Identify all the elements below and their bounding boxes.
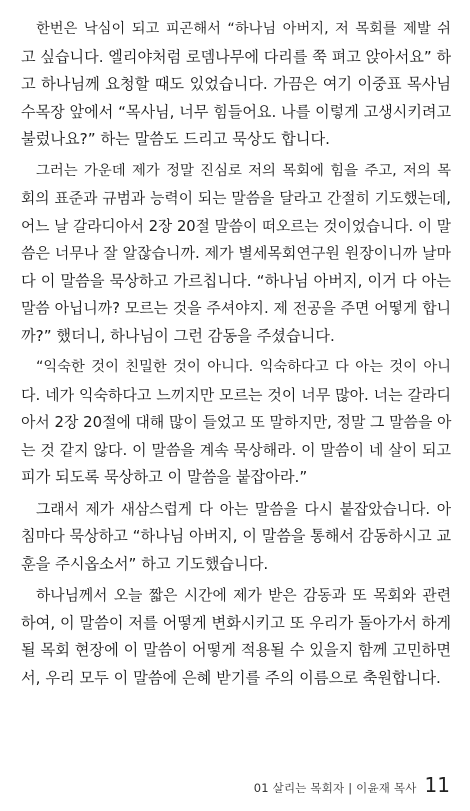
paragraph xyxy=(21,582,451,692)
paragraph xyxy=(21,16,451,154)
text-line: 다 이 말씀을 묵상하고 가르칩니다. “하나님 아버지, 이거 다 아는 xyxy=(21,271,451,290)
paragraph xyxy=(21,354,451,492)
text-line: 고 싶습니다. 엘리야처럼 로뎀나무에 다리를 쭉 펴고 앉아서요” 하 xyxy=(21,47,452,66)
running-head: 01 살리는 목회자 | 이윤재 목사 xyxy=(253,781,417,795)
text-line: 아서 2장 20절에 대해 많이 들었고 또 말하지만, 정말 그 말씀을 아 xyxy=(21,413,452,431)
paragraph xyxy=(21,158,451,351)
text-line: 불렀나요?” 하는 말씀도 드리고 묵상도 합니다. xyxy=(21,130,330,148)
text-line: 침마다 묵상하고 “하나님 아버지, 이 말씀을 통해서 감동하시고 교 xyxy=(21,527,452,545)
text-line: 어느 날 갈라디아서 2장 20절 말씀이 떠오르는 것이었습니다. 이 말 xyxy=(21,217,451,235)
paragraph xyxy=(21,496,451,579)
text-line: 피가 되도록 묵상하고 이 말씀을 붙잡아라.” xyxy=(21,468,308,486)
text-line: 훈을 주시옵소서” 하고 기도했습니다. xyxy=(21,554,269,573)
text-line: 까?” 했더니, 하나님이 그런 감동을 주셨습니다. xyxy=(21,326,335,345)
text-line: 말씀 아닙니까? 모르는 것을 주셔야지. 제 전공을 주면 어떻게 합니 xyxy=(21,299,451,317)
text-line: 하여, 이 말씀이 저를 어떻게 변화시키고 또 우리가 돌아가서 하게 xyxy=(21,613,451,632)
text-line: 서, 우리 모두 이 말씀에 은혜 받기를 주의 이름으로 축원합니다. xyxy=(21,668,441,687)
text-line: 고 하나님께 요청할 때도 있었습니다. 가끔은 여기 이중표 목사님 xyxy=(21,75,451,93)
text-line: 수목장 앞에서 “목사님, 너무 힘들어요. 나를 이렇게 고생시키려고 xyxy=(21,102,452,121)
text-line: 하나님께서 오늘 짧은 시간에 제가 받은 감동과 또 목회와 관련 xyxy=(36,587,451,604)
text-line: 그러는 가운데 제가 정말 진심로 저의 목회에 힘을 주고, 저의 목 xyxy=(36,162,451,179)
text-line: “익숙한 것이 친밀한 것이 아니다. 익숙하다고 다 아는 것이 아니 xyxy=(36,359,451,375)
text-line: 씀은 너무나 잘 알잖습니까. 제가 별세목회연구원 원장이니까 날마 xyxy=(21,244,451,262)
text-line: 다. 네가 익숙하다고 느끼지만 모르는 것이 너무 많아. 너는 갈라디 xyxy=(21,385,451,404)
text-line: 될 목회 현장에 이 말씀이 어떻게 적용될 수 있을지 함께 고민하면 xyxy=(21,641,451,659)
text-line: 한번은 낙심이 되고 피곤해서 “하나님 아버지, 저 목회를 제발 쉬 xyxy=(36,21,451,37)
body-text xyxy=(21,16,451,696)
text-line: 는 것 같지 않다. 이 말씀을 계속 묵상해라. 이 말씀이 네 살이 되고 xyxy=(21,440,451,459)
text-line: 그래서 제가 새삼스럽게 다 아는 말씀을 다시 붙잡았습니다. 아 xyxy=(36,500,451,518)
text-line: 회의 표준과 규범과 능력이 되는 말씀을 달라고 간절히 기도했는데, xyxy=(21,190,451,207)
page-number: 11 xyxy=(424,773,450,797)
page-footer xyxy=(254,773,450,797)
